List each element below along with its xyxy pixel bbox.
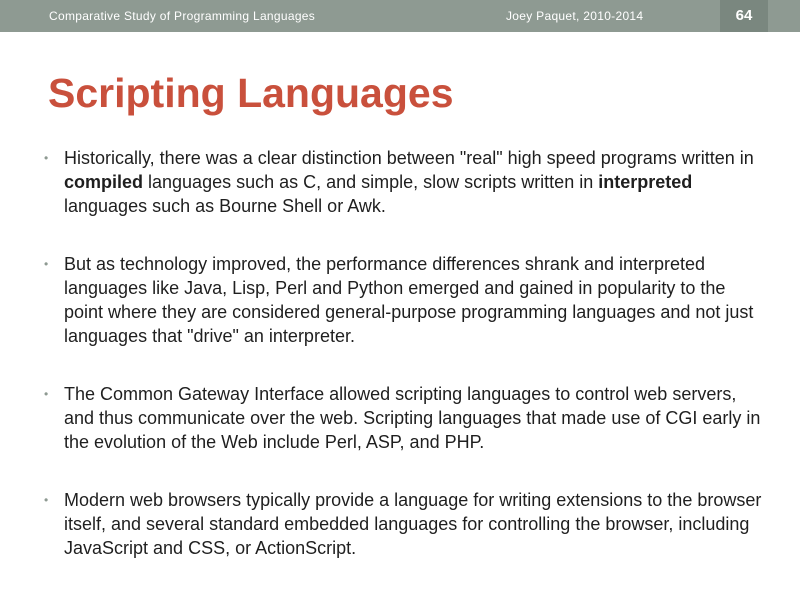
bullet-emphasis: compiled [64, 172, 144, 192]
bullet-list [44, 146, 764, 594]
bullet-item [44, 146, 764, 218]
author-credit: Joey Paquet, 2010-2014 [506, 9, 644, 23]
bullet-item [44, 252, 764, 348]
bullet-text: Modern web browsers typically provide a language for writing extensions to the browser itself, and several standard embedded languages for controlling the browser, including JavaScript and CSS, or ActionScript. [64, 490, 762, 558]
page-number-box [720, 0, 768, 32]
header-bar [0, 0, 800, 32]
slide-title: Scripting Languages [48, 70, 454, 116]
bullet-dot-icon: • [44, 387, 49, 401]
page-number: 64 [735, 7, 753, 24]
bullet-dot-icon: • [44, 257, 49, 271]
bullet-dot-icon: • [44, 151, 49, 165]
bullet-text: languages such as C, and simple, slow scripts written in [143, 172, 599, 192]
bullet-item [44, 382, 764, 454]
bullet-text: languages such as Bourne Shell or Awk. [64, 196, 386, 216]
bullet-dot-icon: • [44, 493, 49, 507]
bullet-text: Historically, there was a clear distinction between "real" high speed programs written in [64, 148, 754, 168]
course-title: Comparative Study of Programming Languages [49, 9, 316, 23]
bullet-emphasis: interpreted [598, 172, 693, 192]
bullet-item [44, 488, 764, 560]
bullet-text: But as technology improved, the performance differences shrank and interpreted languages like Java, Lisp, Perl and Python emerged and gained in popularity to the point where they are considered general-purpose programming languages and not just languages that "drive" an interpreter. [64, 254, 754, 346]
bullet-text: The Common Gateway Interface allowed scripting languages to control web servers, and thus communicate over the web. Scripting languages that made use of CGI early in the evolution of the Web include Perl, ASP, and PHP. [64, 384, 761, 452]
